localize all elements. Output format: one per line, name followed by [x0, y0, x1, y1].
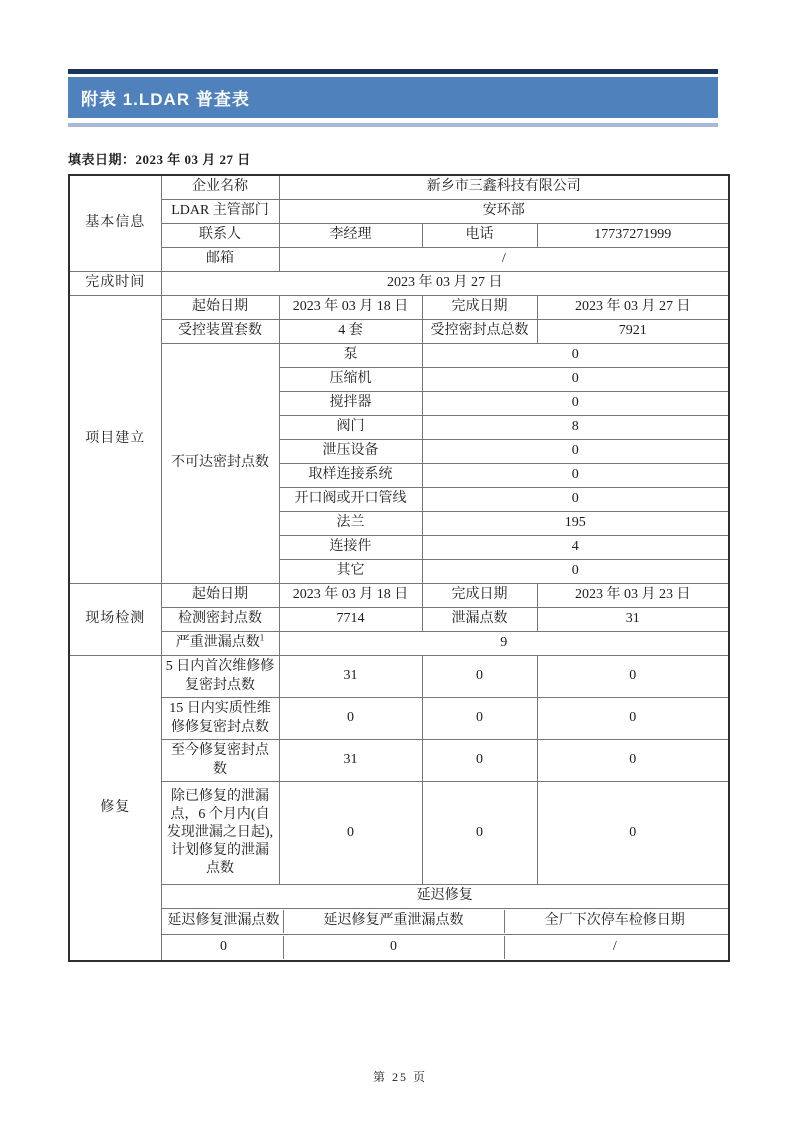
equip-name: 取样连接系统: [279, 464, 422, 488]
detect-start-label: 起始日期: [161, 584, 279, 608]
severe-leaks-value: 9: [279, 632, 729, 656]
equip-name: 法兰: [279, 512, 422, 536]
project-finish-value: 2023 年 03 月 27 日: [537, 296, 729, 320]
title-banner: [68, 77, 718, 118]
repair-row-value: 0: [537, 656, 729, 698]
equip-name: 连接件: [279, 536, 422, 560]
email-value: /: [279, 248, 729, 272]
equip-value: 195: [422, 512, 729, 536]
detected-points-value: 7714: [279, 608, 422, 632]
repair-row-label: 除已修复的泄漏点，6 个月内(自发现泄漏之日起),计划修复的泄漏点数: [161, 782, 279, 885]
repair-row-value: 0: [422, 656, 537, 698]
banner-bottom-rule: [68, 123, 718, 127]
equip-name: 泵: [279, 344, 422, 368]
banner-top-rule: [68, 69, 718, 74]
next-shutdown-date-value: /: [612, 939, 617, 955]
company-name-label: 企业名称: [161, 175, 279, 200]
detect-start-value: 2023 年 03 月 18 日: [279, 584, 422, 608]
project-start-value: 2023 年 03 月 18 日: [279, 296, 422, 320]
ldar-dept-value: 安环部: [279, 200, 729, 224]
delayed-severe-leaks-label: 延迟修复严重泄漏点数: [284, 910, 505, 933]
equip-value: 0: [422, 392, 729, 416]
repair-row-label: 至今修复密封点数: [161, 740, 279, 782]
phone-value: 17737271999: [537, 224, 729, 248]
page-number: 第 25 页: [372, 1070, 427, 1084]
detected-points-label: 检测密封点数: [161, 608, 279, 632]
section-basic-info: 基本信息: [69, 175, 161, 272]
equip-value: 0: [422, 440, 729, 464]
repair-row-value: 0: [422, 740, 537, 782]
repair-row-value: 0: [422, 782, 537, 885]
delayed-repair-header: 延迟修复: [161, 885, 729, 909]
repair-row-value: 31: [279, 656, 422, 698]
section-repair: 修复: [69, 656, 161, 962]
equip-name: 开口阀或开口管线: [279, 488, 422, 512]
equip-value: 0: [422, 560, 729, 584]
delayed-leaks-value: 0: [165, 936, 284, 959]
footnote-marker: 1: [259, 632, 265, 643]
equip-name: 搅拌器: [279, 392, 422, 416]
leak-points-value: 31: [537, 608, 729, 632]
equip-value: 0: [422, 368, 729, 392]
company-name-value: 新乡市三鑫科技有限公司: [279, 175, 729, 200]
repair-row-value: 0: [537, 740, 729, 782]
leak-points-label: 泄漏点数: [422, 608, 537, 632]
equip-name: 泄压设备: [279, 440, 422, 464]
devices-count-label: 受控装置套数: [161, 320, 279, 344]
page-title: 附表 1.LDAR 普查表: [81, 90, 250, 109]
equip-value: 0: [422, 488, 729, 512]
equip-value: 0: [422, 344, 729, 368]
equip-name: 其它: [279, 560, 422, 584]
sealpoints-total-value: 7921: [537, 320, 729, 344]
delayed-repair-columns-row: [161, 909, 729, 935]
repair-row-value: 31: [279, 740, 422, 782]
equip-value: 0: [422, 464, 729, 488]
equip-name: 阀门: [279, 416, 422, 440]
delayed-severe-leaks-value: 0: [284, 936, 505, 959]
next-shutdown-date-label: 全厂下次停车检修日期: [544, 913, 685, 929]
repair-row-label: 5 日内首次维修修复密封点数: [161, 656, 279, 698]
contact-label: 联系人: [161, 224, 279, 248]
repair-row-value: 0: [279, 698, 422, 740]
repair-row-label: 15 日内实质性维修修复密封点数: [161, 698, 279, 740]
severe-leaks-label: 严重泄漏点数$^1$: [161, 632, 279, 656]
project-start-label: 起始日期: [161, 296, 279, 320]
repair-row-value: 0: [279, 782, 422, 885]
email-label: 邮箱: [161, 248, 279, 272]
ldar-survey-table: [68, 174, 730, 962]
fill-date-line: 填表日期：2023 年 03 月 27 日: [68, 152, 251, 167]
ldar-dept-label: LDAR 主管部门: [161, 200, 279, 224]
contact-value: 李经理: [279, 224, 422, 248]
equip-value: 4: [422, 536, 729, 560]
devices-count-value: 4 套: [279, 320, 422, 344]
repair-row-value: 0: [422, 698, 537, 740]
detect-finish-value: 2023 年 03 月 23 日: [537, 584, 729, 608]
repair-row-value: 0: [537, 698, 729, 740]
detect-finish-label: 完成日期: [422, 584, 537, 608]
project-finish-label: 完成日期: [422, 296, 537, 320]
repair-row-value: 0: [537, 782, 729, 885]
unreachable-points-label: 不可达密封点数: [161, 344, 279, 584]
completion-time-label: 完成时间: [69, 272, 161, 296]
delayed-repair-values-row: [161, 935, 729, 962]
sealpoints-total-label: 受控密封点总数: [422, 320, 537, 344]
equip-name: 压缩机: [279, 368, 422, 392]
phone-label: 电话: [422, 224, 537, 248]
equip-value: 8: [422, 416, 729, 440]
section-field-detection: 现场检测: [69, 584, 161, 656]
delayed-leaks-label: 延迟修复泄漏点数: [165, 910, 284, 933]
completion-time-value: 2023 年 03 月 27 日: [161, 272, 729, 296]
section-project-setup: 项目建立: [69, 296, 161, 584]
